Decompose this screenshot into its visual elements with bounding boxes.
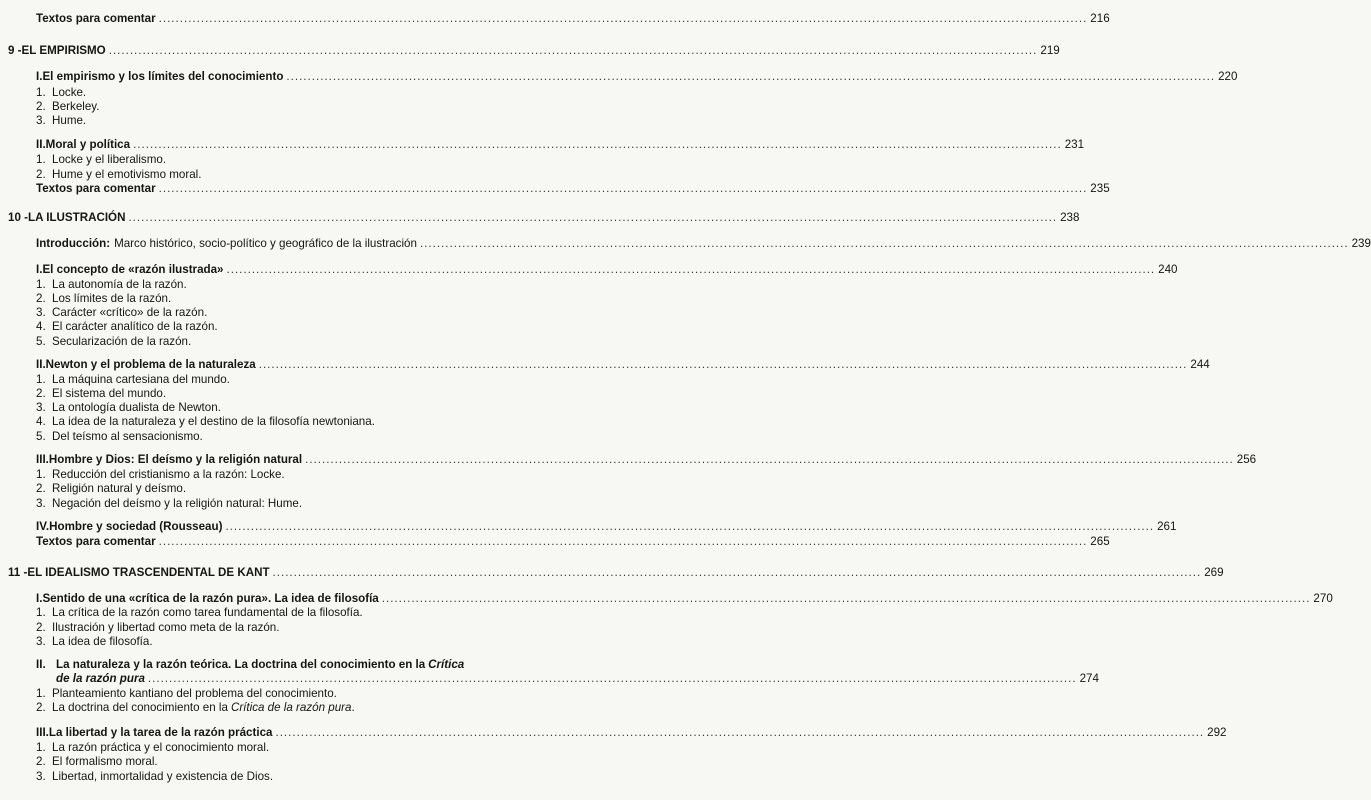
subsection-item	[0, 86, 512, 100]
section-title: Hombre y Dios: El deísmo y la religión natural	[48, 453, 303, 466]
page-number: 274	[1079, 672, 1099, 685]
chapter-heading	[0, 211, 1080, 225]
item-number: 2.	[36, 387, 46, 400]
dot-leader: ............................................................................................................................................................................................................................	[158, 535, 1088, 548]
item-number: 4.	[36, 320, 46, 333]
section-number: I.	[36, 263, 43, 276]
subsection-item	[0, 741, 512, 755]
item-text: La ontología dualista de Newton.	[52, 401, 221, 414]
section-title: La naturaleza y la razón teórica. La doctrina del conocimiento en la	[56, 658, 426, 671]
dot-leader: ............................................................................................................................................................................................................................	[286, 70, 1216, 83]
item-number: 5.	[36, 335, 46, 348]
section-title-line2: de la razón pura	[56, 672, 145, 685]
section-title: El empirismo y los límites del conocimiento	[42, 70, 284, 83]
item-number: 3.	[36, 635, 46, 648]
entry-title: Textos para comentar	[36, 12, 156, 25]
item-text: La idea de filosofía.	[52, 635, 153, 648]
page-number: 240	[1158, 263, 1178, 276]
dot-leader: ............................................................................................................................................................................................................................	[419, 237, 1349, 250]
dot-leader: ............................................................................................................................................................................................................................	[226, 263, 1156, 276]
subsection-item	[0, 430, 512, 444]
chapter-heading	[0, 44, 1060, 58]
entry-title: Textos para comentar	[36, 182, 156, 195]
item-text: Los límites de la razón.	[52, 292, 172, 305]
section-title: Newton y el problema de la naturaleza	[45, 358, 256, 371]
section-heading	[0, 70, 1238, 84]
item-number: 2.	[36, 482, 46, 495]
page-number: 235	[1090, 182, 1110, 195]
item-text: Reducción del cristianismo a la razón: Locke.	[52, 468, 285, 481]
item-number: 2.	[36, 168, 46, 181]
subsection-item	[0, 687, 512, 701]
item-text: El sistema del mundo.	[52, 387, 167, 400]
item-text: Ilustración y libertad como meta de la razón.	[52, 621, 280, 634]
item-number: 4.	[36, 415, 46, 428]
dot-leader: ............................................................................................................................................................................................................................	[133, 138, 1062, 151]
section-heading	[0, 138, 1085, 152]
subsection-item	[0, 770, 512, 784]
subsection-item	[0, 100, 512, 114]
item-text: Negación del deísmo y la religión natural: Hume.	[52, 497, 303, 510]
chapter-number: 10 -	[8, 211, 28, 224]
subsection-item	[0, 482, 512, 496]
chapter-title: EL IDEALISMO TRASCENDENTAL DE KANT	[27, 566, 270, 579]
section-heading	[0, 658, 512, 672]
dot-leader: ............................................................................................................................................................................................................................	[158, 12, 1088, 25]
page-number: 220	[1218, 70, 1238, 83]
chapter-heading	[0, 566, 1224, 580]
item-number: 1.	[36, 153, 46, 166]
page-number: 265	[1090, 535, 1110, 548]
item-number: 2.	[36, 701, 46, 714]
item-text: Hume y el emotivismo moral.	[52, 168, 202, 181]
item-text: Del teísmo al sensacionismo.	[52, 430, 203, 443]
item-text: Berkeley.	[52, 100, 100, 113]
item-text: La idea de la naturaleza y el destino de la filosofía newtoniana.	[52, 415, 375, 428]
item-text: La máquina cartesiana del mundo.	[52, 373, 230, 386]
subsection-item	[0, 497, 512, 511]
item-number: 1.	[36, 741, 46, 754]
subsection-item	[0, 114, 512, 128]
item-text: La razón práctica y el conocimiento moral.	[52, 741, 270, 754]
subsection-item	[0, 635, 512, 649]
chapter-number: 9 -	[8, 44, 22, 57]
subsection-item	[0, 306, 512, 320]
dot-leader: ............................................................................................................................................................................................................................	[158, 182, 1088, 195]
section-number: III.	[36, 453, 49, 466]
section-heading	[0, 520, 1177, 534]
page-number: 238	[1060, 211, 1080, 224]
page-number: 244	[1190, 358, 1210, 371]
item-text: La doctrina del conocimiento en la	[52, 701, 228, 714]
item-text: Locke.	[52, 86, 87, 99]
item-text: La crítica de la razón como tarea fundamental de la filosofía.	[52, 606, 363, 619]
page-number: 270	[1313, 592, 1333, 605]
section-number: III.	[36, 726, 49, 739]
item-number: 2.	[36, 292, 46, 305]
section-heading	[0, 263, 1178, 277]
section-heading	[0, 592, 1333, 606]
section-number: I.	[36, 70, 43, 83]
subsection-item	[0, 606, 512, 620]
section-number: II.	[36, 658, 46, 671]
item-number: 1.	[36, 373, 46, 386]
item-number: 2.	[36, 621, 46, 634]
dot-leader: ............................................................................................................................................................................................................................	[108, 44, 1038, 57]
subsection-item	[0, 621, 512, 635]
item-text: Libertad, inmortalidad y existencia de Dios.	[52, 770, 274, 783]
item-number: 3.	[36, 401, 46, 414]
item-number: 1.	[36, 606, 46, 619]
item-number: 1.	[36, 278, 46, 291]
page-number: 269	[1204, 566, 1224, 579]
chapter-title: LA ILUSTRACIÓN	[27, 211, 126, 224]
page-number: 219	[1040, 44, 1060, 57]
section-title: El concepto de «razón ilustrada»	[42, 263, 224, 276]
introduction-entry	[0, 237, 1371, 251]
item-text: Locke y el liberalismo.	[52, 153, 167, 166]
chapter-number: 11 -	[8, 566, 28, 579]
section-title: Moral y política	[45, 138, 131, 151]
item-number: 1.	[36, 86, 46, 99]
item-number: 5.	[36, 430, 46, 443]
dot-leader: ............................................................................................................................................................................................................................	[258, 358, 1188, 371]
section-title: Hombre y sociedad (Rousseau)	[49, 520, 223, 533]
page-number: 231	[1064, 138, 1085, 151]
subsection-item	[0, 468, 512, 482]
item-text-italic: Crítica de la razón pura	[230, 701, 352, 714]
item-number: 1.	[36, 687, 46, 700]
section-number: IV.	[36, 520, 50, 533]
dot-leader: ............................................................................................................................................................................................................................	[272, 566, 1202, 579]
item-number: 1.	[36, 468, 46, 481]
subsection-item	[0, 401, 512, 415]
subsection-item	[0, 278, 512, 292]
item-number: 2.	[36, 100, 46, 113]
page-number: 261	[1157, 520, 1177, 533]
dot-leader: ............................................................................................................................................................................................................................	[128, 211, 1058, 224]
item-number: 3.	[36, 497, 46, 510]
subsection-item	[0, 415, 512, 429]
dot-leader: ............................................................................................................................................................................................................................	[305, 453, 1234, 466]
dot-leader: ............................................................................................................................................................................................................................	[147, 672, 1077, 685]
section-number: II.	[36, 138, 46, 151]
subsection-item	[0, 335, 512, 349]
introduction-label: Introducción:	[36, 237, 111, 250]
item-text: El formalismo moral.	[52, 755, 158, 768]
dot-leader: ............................................................................................................................................................................................................................	[275, 726, 1205, 739]
item-number: 2.	[36, 755, 46, 768]
item-text: Religión natural y deísmo.	[52, 482, 187, 495]
page-number: 292	[1207, 726, 1227, 739]
section-title: La libertad y la tarea de la razón práctica	[48, 726, 273, 739]
section-heading	[0, 358, 1210, 372]
subsection-item	[0, 292, 512, 306]
subsection-item	[0, 168, 512, 182]
item-text: Planteamiento kantiano del problema del conocimiento.	[52, 687, 337, 700]
section-number: I.	[36, 592, 43, 605]
item-number: 3.	[36, 306, 46, 319]
section-heading	[0, 453, 1257, 467]
item-text: El carácter analítico de la razón.	[52, 320, 218, 333]
subsection-item	[0, 701, 512, 715]
section-heading	[0, 726, 1227, 740]
subsection-item	[0, 153, 512, 167]
item-number: 3.	[36, 114, 46, 127]
page-number: 239	[1351, 237, 1371, 250]
chapter-title: EL EMPIRISMO	[21, 44, 106, 57]
texts-to-comment-entry	[0, 535, 1110, 549]
item-text: La autonomía de la razón.	[52, 278, 187, 291]
subsection-item	[0, 755, 512, 769]
texts-to-comment-entry	[0, 12, 1110, 26]
section-heading-continuation	[0, 672, 1099, 686]
page-number: 216	[1090, 12, 1110, 25]
item-text: Secularización de la razón.	[52, 335, 192, 348]
section-title-italic: Crítica	[428, 658, 465, 671]
dot-leader: ............................................................................................................................................................................................................................	[225, 520, 1155, 533]
page-number: 256	[1236, 453, 1257, 466]
dot-leader: ............................................................................................................................................................................................................................	[381, 592, 1311, 605]
entry-title: Textos para comentar	[36, 535, 156, 548]
section-title: Sentido de una «crítica de la razón pura». La idea de filosofía	[42, 592, 379, 605]
item-text-tail: .	[351, 701, 355, 714]
subsection-item	[0, 320, 512, 334]
section-number: II.	[36, 358, 46, 371]
item-text: Carácter «crítico» de la razón.	[52, 306, 208, 319]
texts-to-comment-entry	[0, 182, 1110, 196]
item-number: 3.	[36, 770, 46, 783]
subsection-item	[0, 387, 512, 401]
subsection-item	[0, 373, 512, 387]
item-text: Hume.	[52, 114, 87, 127]
introduction-text: Marco histórico, socio-político y geográfico de la ilustración	[114, 237, 417, 250]
